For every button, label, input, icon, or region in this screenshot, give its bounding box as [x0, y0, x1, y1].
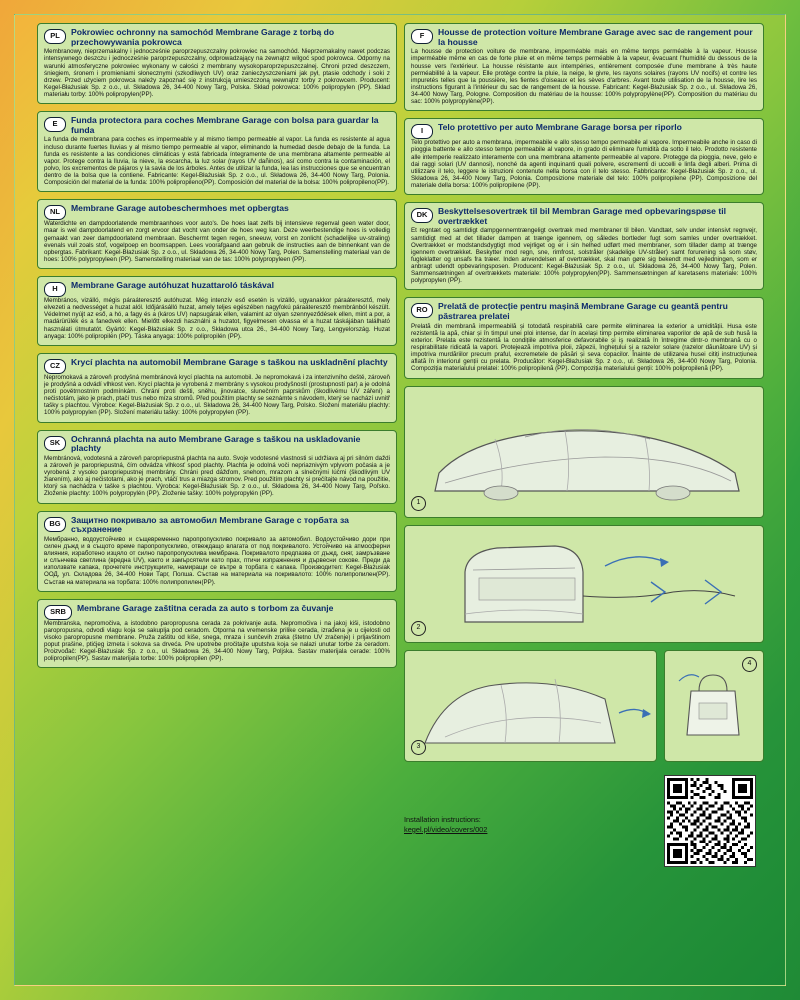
step-number-2: 2	[411, 621, 426, 636]
panel-body: La funda de membrana para coches es impermeable y al mismo tiempo permeable al vapor. La funda es resistente al agua incluso durante fuertes lluvias y al mismo tiempo permeable al vapor, eliminando la humedad desde debajo de la funda. La funda es resistente a las condiciones climáticas y está fabricada íntegramente de una membrana altamente permeable al vapor. Protege contra la lluvia, la nieve, la escarcha, la luz solar (rayos UV dañinos), así como contra la contaminación, el polvo, los excrementos de pájaros y la savia de los árboles. Antes de utilizar la funda, lea las instrucciones que se encuentran dentro de la bolsa que la contiene. Fabricante: Kegel-Błażusiak Sp. z o.o., ul. Składowa 26, 34-400 Nowy Targ, Polonia. Composición del material de la funda: 100% polipropileno(PP). Composición del material de la bolsa: 100% polipropileno(PP).	[44, 136, 390, 187]
flag-nl: NL	[44, 205, 66, 220]
flag-dk: DK	[411, 208, 433, 223]
flag-ro: RO	[411, 303, 433, 318]
leaflet-sheet	[14, 14, 786, 986]
flag-i: I	[411, 124, 433, 139]
flag-cz: CZ	[44, 359, 66, 374]
panel-fr	[404, 23, 764, 111]
panel-pl	[37, 23, 397, 104]
panel-dk	[404, 202, 764, 290]
panel-header	[44, 435, 390, 454]
panel-body: Prelată din membrană impermeabilă și totodată respirabilă care permite eliminarea la exterior a umidității. Husa este rezistentă la apă, chiar și în timpul unei ploi intense, dar în același timp permite eliminarea vaporilor de apă de sub husă la exterior. Prelata este rezistentă la condițiile atmosferice defavorabile și iş realizată în întregime dintr-o membrană cu o respirabilitate ridicată la vapori. Protejează impotriva ploii, zăpezii, înghețului și a razelor solare (razelor dăunătoare UV) și impotriva murdăriilor precum praful, excremetele de păsări și seva copacilor. Înainte de utilizarea husei citiți instrucțiunea aflată în interiorul genții cu prelata. Producător: Kegel-Błażusiak Sp. z o.o., ul. Składowa 26, 34-400 Nowy Targ, Polonia. Compoziția materialului prelatei: 100% polipropilenă (PP). Compoziția materialului genții: 100% polipropilenă (PP).	[411, 322, 757, 373]
flag-sk: SK	[44, 436, 66, 451]
panel-title: Funda protectora para coches Membrane Garage con bolsa para guardar la funda	[71, 115, 379, 135]
steps-3-4-row	[404, 650, 764, 762]
panel-body: Telo protettivo per auto a membrana, impermeabile e allo stesso tempo permeabile al vapore. Impermeabile anche in caso di pioggia battente e allo stesso tempo permeabile al vapore, in grado di eliminare l'umidità da sotto il telo. Prodotto resistente alle intemperie realizzato interamente con una membrana altamente permeabile al vapore. Protegge da pioggia, neve, gelo e dai raggi solari (UV dannosi), nonché da agenti inquinanti quali polvere, escrementi di uccelli e linfa degli alberi. Prima di utilizzare il telo, leggere le istruzioni contenute nella borsa con il telo stesso. Fabbricante: Kegel-Błażusiak Sp. z o.o., ul. Składowa 26, 34-400 Nowy Targ, Polonia. Composizione materiale del telo: 100% polipropilene (PP). Composizione del materiale della borsa: 100% polipropilene (PP).	[411, 139, 757, 189]
panel-body: Et regntæt og samtidigt dampgennemtrængeligt overtræk med membraner til bilen. Vandtæt, selv under intensivt regnvejr, samtidigt med at det tillader dampen at trænge igennem, og således bortleder fugt som samles under overtrækket. Overtrækket er modstandsdygtigt mod vejrliget og er i sin helhed udført med membraner, som tillader damp at trænge igennem overtrækket. Beskytter mod regn, sne, rimfrost, solstråler (skadelige UV-stråler) samt forurening så som støv, fugleklatter og unsafs fra træer. Inden anvendelsen af overtrækket, skal man gøre sig bekendt med vejledningen, som er anbragt udendt opbevaringsposen. Producent: Kegel-Błażusiak Sp. z o.o., ul. Składowa 26, 34-400 Nowy Targ, Polen. Sammensætningen af overtrækkets materiale: 100% polypropylen(PP). Sammensætningen af karetasens materiale: 100% polypropylen (PP).	[411, 227, 757, 285]
flag-srb: SRB	[44, 605, 72, 620]
left-column	[37, 23, 397, 869]
panel-body: Membrános, vizálló, mégis páraáteresztő autóhuzat. Még intenzív eső esetén is vizálló, ugyanakkor páraáteresztő, mely elvezeti a nedvességet a huzat alól. Időjárásálló huzat, amely teljes egészében nagyfokú páraáteresztő membránból készült. Védelmet nyújt az eső, a hó, a fagy és a (káros UV) napsugárak ellen, valamint az olyan szennyeződések ellen, mint a por, a madárürülék és a fanedvek ellen. Mielőtt elkezdi használni a huzatot, figyelmesen olvassa el a huzat táskájában található használati útmutatót. Gyártó: Kegel-Błażusiak Sp. z o.o., Składowa utca 26., 34-400 Nowy Targ, Lengyelország. Huzat anyaga: 100% polipropilén (PP). Táska anyaga: 100% polipropilén (PP).	[44, 297, 390, 340]
instructions-url[interactable]: kegel.pl/video/covers/002	[404, 824, 488, 834]
panel-title: Telo protettivo per auto Membrane Garage borsa per riporlo	[438, 122, 682, 133]
instructions-block	[404, 769, 764, 869]
panel-header	[44, 116, 390, 135]
panel-title: Prelată de protecție pentru mașină Membrane Garage cu geantă pentru păstrarea prelatei	[438, 301, 728, 321]
panel-header	[44, 28, 390, 47]
step-illustration-3	[404, 650, 657, 762]
panel-title: Membrane Garage zaštitna cerada za auto s torbom za čuvanje	[77, 602, 334, 613]
panel-body: Membránová, vodotesná a zároveň paropriepustná plachta na auto. Svoje vodotesné vlastnosti si udržiava aj pri silnóm daždi a zároveň je paropriepustná, čím odvádza vlhkosť spod plachty. Plachta je odolná voči nepriaznivým vplyvom počasia a je vyrobená z vysoko paropriepustnej membrány. Chráni pred dážďom, snehom, mrazom a slnečnými lúčmi (škodlivým UV žiarením), ako aj nečistotami, ako je prach, vtáčí trus a miazga stromov. Pred použitím plachty si prečítajte návod na použitie, ktorý sa nachádza v taške s plachtou. Výrobca: Kegel-Błażusiak Sp. z o.o., ul. Składowa 26, 34-400 Nowy Targ, Poľsko. Zloženie plachty: 100% polypropylén (PP). Zloženie tašky: 100% polypropylén (PP).	[44, 454, 390, 498]
panel-body: La housse de protection voiture de membrane, imperméable mais en même temps perméable à la vapeur. Housse imperméable même en cas de forte pluie et en même temps perméable à la vapeur, évacuant l'humidité du dessous de la housse vers l'extérieur. La housse résistante aux intempéries, entièrement composée d'une membrane à très haute perméabilité à la vapeur. Elle protège contre la pluie, la neige, le givre, les rayons solaires (rayons UV nocifs) et contre les impuretés telles que la poussière, les fientes d'oiseaux et les sèves d'arbres. Avant toute utilisation de la housse, lire les instructions figurant à l'intérieur du sac de rangement de la housse. Fabricant: Kegel-Błażusiak Sp. z o.o., ul. Składowa 26, 34-400 Nowy Targ, Pologne. Composition du matériau de la housse: 100% polypropylène(PP). Composition du matériau du sac: 100% polypropylène(PP).	[411, 48, 757, 106]
car-rear-strap-drawing	[405, 526, 763, 640]
panel-body: Membranska, nepromočiva, a istodobno paropropusna cerada za pokrivanje auta. Nepromočiva i na jakoj kiši, istodobno paropropusna, odvodi vlagu koja se sakuplja pod ceradom. Otporna na vremenske prilike cerada, izrađena je u cijelosti od visoko paropropusne membrane. Pruža zaštitu od kiše, snega, mraza i sunčevih zraka (štetno UV zračenje) i prljavštinom poput prašine, ptićjeg izmeta i sokova sa drveća. Pre upotrebe pročitajte uputstva koja se nalazi unutar torbe za ceradom. Proizvođač: Kegel-Błażusiak Sp. z o.o., ul. Składowa 26, 34-400 Nowy Targ, Poljska. Sastav materijala cerade: 100% polipropilen(PP). Sastav materijala torbe: 100% polipropilen (PP).	[44, 619, 390, 663]
car-cover-drawing	[405, 387, 763, 515]
panel-header	[44, 281, 390, 296]
panel-header	[44, 516, 390, 535]
panel-header	[44, 358, 390, 373]
panel-title: Pokrowiec ochronny na samochód Membrane Garage z torbą do przechowywania pokrowca	[71, 27, 335, 47]
panel-header	[411, 302, 757, 321]
flag-e: E	[44, 117, 66, 132]
instructions-text	[404, 815, 604, 834]
panel-cz	[37, 353, 397, 423]
instructions-label: Installation instructions:	[404, 815, 481, 825]
flag-h: H	[44, 282, 66, 297]
flag-f: F	[411, 29, 433, 44]
panel-bg	[37, 511, 397, 592]
panel-header	[411, 123, 757, 138]
panel-nl	[37, 199, 397, 269]
panel-body: Nepromokavá a zároveň prodyšná membránová krycí plachta na automobil. Je nepromokavá i za intenzivního deště, zároveň je prodyšná a odvádí vlhkost ven. Krycí plachta je vyrobená z membrány s vysokou prodyšností (prostupností par) a je odolná proti povětrnostním podmínkám. Chrání proti dešti, sněhu, jinovatce, slunečním paprskům (škodlivému UV záření) a nečistotám, jako je prach, ptačí trus nebo míza stromů. Před použitím plachty se seznámte s návodem, který se nachází uvnitř tašky s plachtou. Výrobce: Kegel-Błażusiak Sp. z o.o., ul. Składowa 26, 34-400 Nowy Targ, Polsko. Složení materiálu plachty: 100% polypropylen (PP). Složení materiálu tašky: 100% polypropylen (PP).	[44, 373, 390, 417]
panel-columns	[37, 23, 765, 869]
panel-header	[44, 604, 390, 619]
panel-title: Membrane Garage autóhuzat huzattaroló táskával	[71, 280, 274, 290]
step-illustration-1	[404, 386, 764, 518]
step-number-4: 4	[742, 657, 757, 672]
step-number-3: 3	[411, 740, 426, 755]
panel-body: Мембранно, водоустойчиво и същевременно паропропускливо покривало за автомобил. Водоустойчиво дори при силен дъжд и в същото време паропропускливо, отвеждащо влагата от под покривалото. Устойчиво на атмосферни влияния, изработено изцяло от силно паропропусклива мембрана. Покривалото предпазва от дъжд, сняг, замръзване и слънчева светлина (вредна UV), както и замърсятели като прах, птичи изпражнения и дървесни сокове. Преди да използвате капака, прочетете инструкциите, намиращи се вътре в торбата с капака. Производител: Kegel-Błażusiak ООД, ул. Складова 26, 34-400 Нови Тарг, Полша. Състав на материала на покривалото: 100% полипропилен(PP). Състав на материала на торбата: 100% полипропилен(PP).	[44, 535, 390, 586]
step-illustration-4	[664, 650, 764, 762]
panel-header	[44, 204, 390, 219]
step-illustration-2	[404, 525, 764, 643]
panel-ro	[404, 297, 764, 378]
cover-folding-drawing	[405, 651, 655, 759]
panel-body: Waterdichte en dampdoorlatende membraanhoes voor auto's. De hoes laat zelfs bij intensieve regenval geen water door, maar is wel dampdoorlatend en zorgt ervoor dat vocht van onder de hoes weg kan. Deze weerbestendige hoes is volledig gemaakt van zeer dampdoorlatend membraan. Beschermt tegen regen, sneeuw, vorst en zonlicht (schadelijke uv-straling) evenals vuil zoals stof, vogelpoep en boomsappen. Lees voorafgaand aan gebruik de instructies aan de binnenkant van de opbergtas. Fabrikant: Kegel-Błażusiak Sp. z o.o., ul. Składowa 26, 34-400 Nowy Targ, Polen. Samenstelling materiaal van de hoes: 100% polypropyleen (PP). Samenstelling materiaal van de tas: 100% polypropyleen (PP).	[44, 220, 390, 263]
panel-title: Beskyttelsesovertræk til bil Membran Garage med opbevaringspøse til overtrækket	[438, 206, 726, 226]
panel-it	[404, 118, 764, 195]
panel-sk	[37, 430, 397, 504]
panel-title: Membrane Garage autobeschermhoes met opbergtas	[71, 203, 289, 214]
panel-es	[37, 111, 397, 192]
step-number-1: 1	[411, 496, 426, 511]
right-column	[404, 23, 764, 869]
flag-pl: PL	[44, 29, 66, 44]
panel-title: Housse de protection voiture Membrane Garage avec sac de rangement pour la housse	[438, 27, 753, 47]
panel-title: Ochranná plachta na auto Membrane Garage s taškou na uskladovanie plachty	[71, 433, 361, 454]
panel-srb	[37, 599, 397, 669]
qr-code-wrapper[interactable]	[664, 775, 756, 867]
panel-body: Membranowy, nieprzemakalny i jednocześnie paroprzepuszczalny pokrowiec na samochód. Nieprzemakalny nawet podczas intensywnego deszczu i jednocześnie paroprzepuszczalny, odprowadzający na zewnątrz wilgoć spod pokrowca. Odporny na warunki atmosferyczne pokrowiec wykonany w całości z membrany wysokoparoprzepuszczalnej. Chroni przed deszczem, śniegiem, śronem i promieniami słonecznymi (szkodliwych UV) oraz zanieczyszczeniami jak pył, ptasie odchody i soki z drzew. Przed użyciem pokrowca należy zapoznać się z instrukcją umieszczoną wewnątrz torby z pokrowcem. Producent: Kegel-Błażusiak Sp. z o.o., ul. Składowa 26, 34-400 Nowy Targ, Polska. Skład pokrowca: 100% polipropylen (PP). Skład materiału torby: 100% polipropylen(PP).	[44, 48, 390, 98]
panel-hu	[37, 276, 397, 346]
panel-header	[411, 28, 757, 47]
panel-header	[411, 207, 757, 226]
panel-title: Защитно покривало за автомобил Membrane Garage с торбата за съхранение	[71, 514, 349, 535]
panel-title: Krycí plachta na automobil Membrane Garage s taškou na uskladnění plachty	[71, 356, 388, 367]
qr-code-icon[interactable]	[664, 775, 756, 867]
flag-bg: BG	[44, 517, 66, 532]
